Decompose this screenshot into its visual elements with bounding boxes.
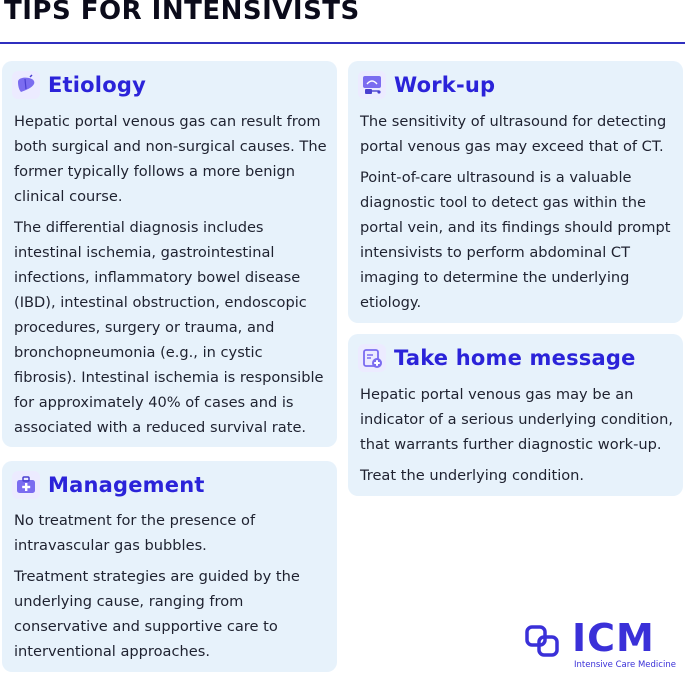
takehome-card (348, 334, 683, 496)
management-card (2, 461, 337, 672)
management-header (12, 471, 205, 499)
page-title: TIPS FOR INTENSIVISTS (4, 0, 360, 26)
title-divider (0, 42, 685, 44)
medical-kit-icon (12, 471, 40, 499)
takehome-body (360, 382, 675, 494)
etiology-card (2, 61, 337, 447)
clipboard-medical-icon (358, 344, 386, 372)
etiology-heading: Etiology (48, 73, 146, 97)
etiology-paragraph: Hepatic portal venous gas can result from both surgical and non-surgical causes. The former typically follows a more benign clinical course. (14, 113, 327, 205)
etiology-header (12, 71, 146, 99)
management-paragraph: No treatment for the presence of intravascular gas bubbles. (14, 512, 256, 554)
liver-icon (12, 71, 40, 99)
icm-logo-icon (524, 622, 562, 664)
workup-paragraph: The sensitivity of ultrasound for detecting portal venous gas may exceed that of CT. (360, 113, 667, 155)
workup-header (358, 71, 495, 99)
takehome-heading: Take home message (394, 346, 636, 370)
logo-subtitle: Intensive Care Medicine (574, 660, 676, 670)
workup-paragraph: Point-of-care ultrasound is a valuable diagnostic tool to detect gas within the portal vein, and its findings should prompt intensivists to perform abdominal CT imaging to determine the underlying etiology. (360, 169, 671, 311)
management-body (14, 508, 329, 670)
logo-text: ICM (572, 616, 655, 660)
etiology-paragraph: The differential diagnosis includes intestinal ischemia, gastrointestinal infections, inflammatory bowel disease (IBD), intestinal obstruction, endoscopic procedures, surgery or trauma, and bronchopneumonia (e.g., in cystic fibrosis). Intestinal ischemia is responsible for approximately 40% of cases and is associated with a reduced survival rate. (14, 219, 324, 436)
ultrasound-icon (358, 71, 386, 99)
etiology-body (14, 109, 329, 446)
takehome-paragraph: Hepatic portal venous gas may be an indicator of a serious underlying condition, that warrants further diagnostic work-up. (360, 386, 673, 453)
takehome-header (358, 344, 636, 372)
icm-logo (524, 616, 684, 674)
workup-card (348, 61, 683, 323)
management-heading: Management (48, 473, 205, 497)
workup-body (360, 109, 675, 321)
takehome-paragraph: Treat the underlying condition. (360, 467, 585, 484)
management-paragraph: Treatment strategies are guided by the underlying cause, ranging from conservative and supportive care to interventional approaches. (14, 568, 300, 660)
workup-heading: Work-up (394, 73, 496, 97)
